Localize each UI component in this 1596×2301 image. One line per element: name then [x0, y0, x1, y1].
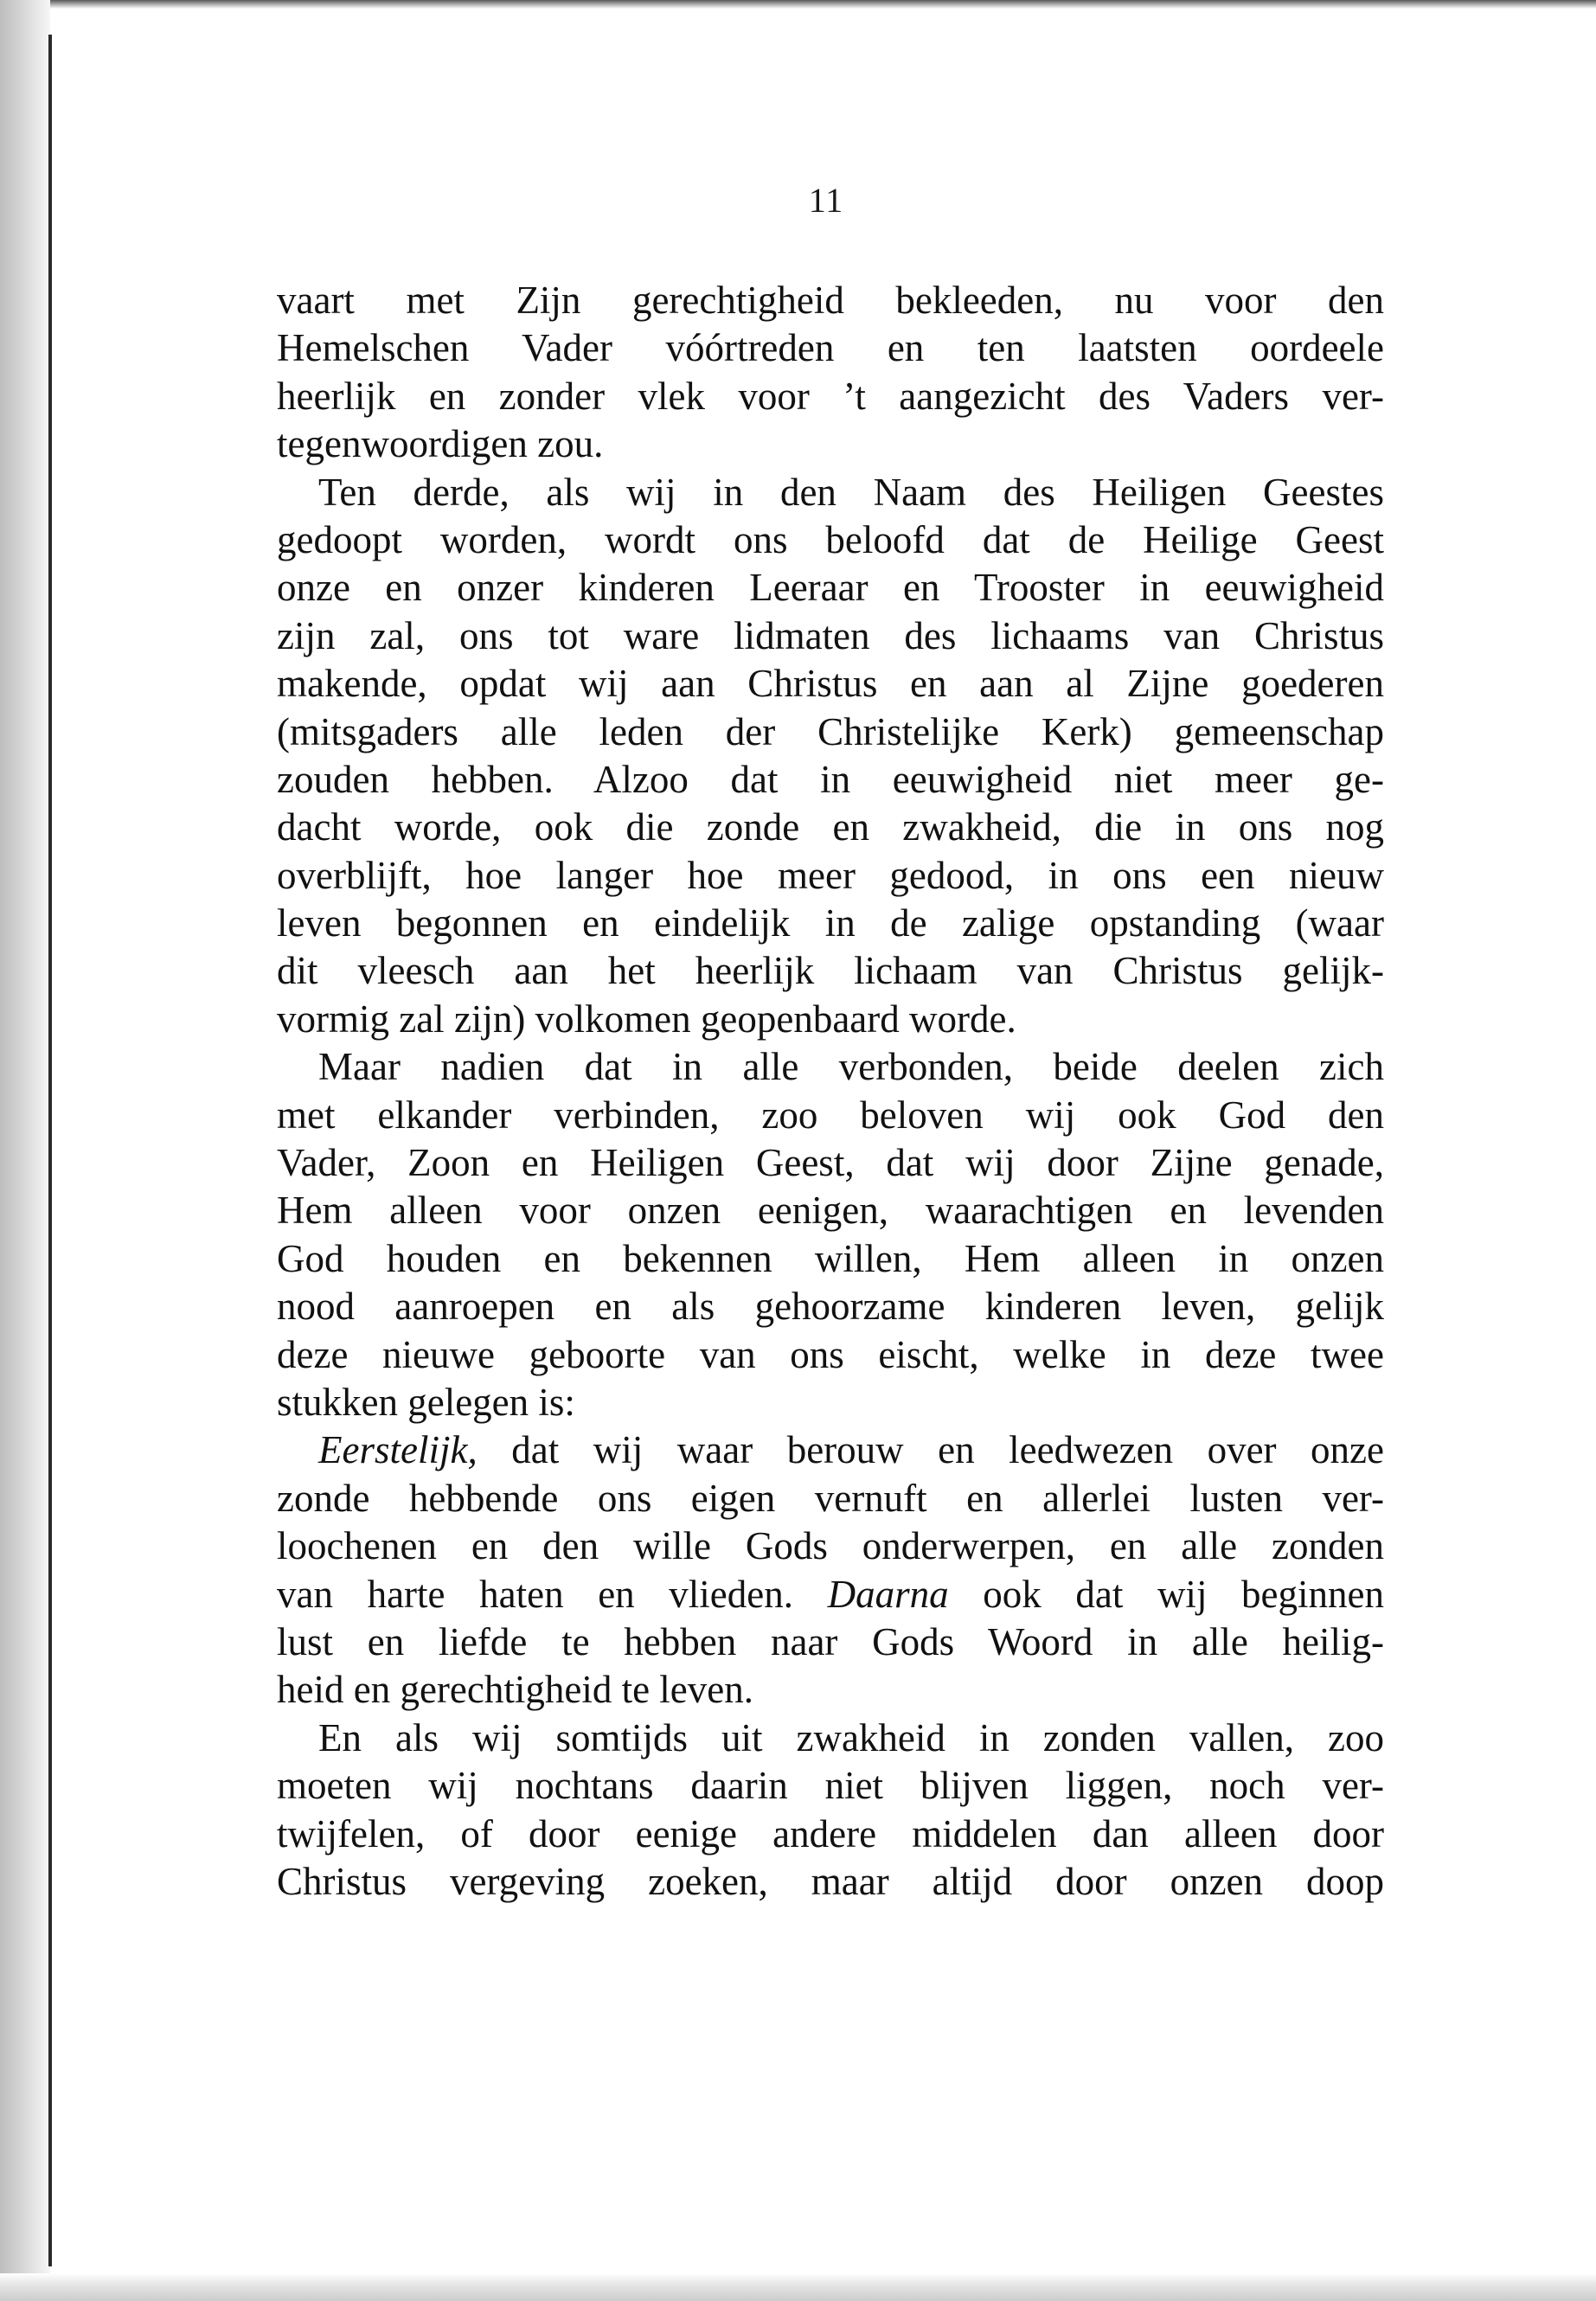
text-line: dit vleesch aan het heerlijk lichaam van Christus gelijk-: [277, 949, 1384, 993]
text-line: heerlijk en zonder vlek voor ’t aangezicht des Vaders ver-: [277, 374, 1384, 418]
text-line: Ten derde, als wij in den Naam des Heiligen Geestes: [318, 470, 1384, 514]
binding-line: [48, 35, 52, 2266]
text-run: ook dat wij beginnen: [948, 1572, 1385, 1616]
text-line: (mitsgaders alle leden der Christelijke Kerk) gemeenschap: [277, 709, 1384, 753]
text-line: zijn zal, ons tot ware lidmaten des lichaams van Christus: [277, 613, 1384, 657]
text-line: zonde hebbende ons eigen vernuft en allerlei lusten ver-: [277, 1476, 1384, 1520]
text-line: vormig zal zijn) volkomen geopenbaard worde.: [277, 997, 1016, 1041]
text-line: heid en gerechtigheid te leven.: [277, 1668, 754, 1712]
scan-bottom-edge: [0, 2273, 1596, 2301]
text-line: [277, 1426, 1384, 1474]
text-line: Maar nadien dat in alle verbonden, beide deelen zich: [318, 1045, 1384, 1089]
text-line: God houden en bekennen willen, Hem alleen in onzen: [277, 1236, 1384, 1280]
text-line: nood aanroepen en als gehoorzame kinderen leven, gelijk: [277, 1285, 1384, 1329]
text-line: makende, opdat wij aan Christus en aan al Zijne goederen: [277, 662, 1384, 706]
text-line: Hem alleen voor onzen eenigen, waarachtigen en levenden: [277, 1189, 1384, 1233]
text-line: Vader, Zoon en Heiligen Geest, dat wij door Zijne genade,: [277, 1141, 1384, 1185]
text-line: loochenen en den wille Gods onderwerpen, en alle zonden: [277, 1524, 1384, 1568]
text-line: deze nieuwe geboorte van ons eischt, welke in deze twee: [277, 1332, 1384, 1376]
text-line: leven begonnen en eindelijk in de zalige opstanding (waar: [277, 901, 1384, 945]
text-line: Hemelschen Vader vóórtreden en ten laatsten oordeele: [277, 326, 1384, 370]
text-line: Christus vergeving zoeken, maar altijd door onzen doop: [277, 1859, 1384, 1903]
text-line: moeten wij nochtans daarin niet blijven liggen, noch ver-: [277, 1764, 1384, 1808]
text-line: met elkander verbinden, zoo beloven wij ook God den: [277, 1093, 1384, 1137]
scan-left-edge: [0, 0, 50, 2301]
italic-term: Daarna: [827, 1572, 949, 1616]
page-number: 11: [808, 181, 844, 220]
text-line: twijfelen, of door eenige andere middelen dan alleen door: [277, 1811, 1384, 1856]
body-text: [277, 277, 1384, 1906]
text-line: vaart met Zijn gerechtigheid bekleeden, nu voor den: [277, 279, 1384, 322]
text-line: tegenwoordigen zou.: [277, 422, 604, 466]
text-line: gedoopt worden, wordt ons beloofd dat de Heilige Geest: [277, 517, 1384, 561]
text-line: En als wij somtijds uit zwakheid in zonden vallen, zoo: [318, 1715, 1384, 1759]
text-line: lust en liefde te hebben naar Gods Woord in alle heilig-: [277, 1619, 1384, 1663]
text-line: overblijft, hoe langer hoe meer gedood, in ons een nieuw: [277, 853, 1384, 897]
scan-top-edge: [0, 0, 1596, 9]
text-line: onze en onzer kinderen Leeraar en Trooster in eeuwigheid: [277, 566, 1384, 610]
text-run: dat wij waar berouw en leedwezen over onze: [477, 1428, 1384, 1472]
text-line: [277, 1571, 1384, 1618]
italic-term: Eerstelijk,: [318, 1428, 478, 1472]
text-line: dacht worde, ook die zonde en zwakheid, die in ons nog: [277, 805, 1384, 849]
text-line: stukken gelegen is:: [277, 1380, 575, 1424]
text-run: van harte haten en vlieden.: [277, 1572, 828, 1616]
text-line: zouden hebben. Alzoo dat in eeuwigheid niet meer ge-: [277, 757, 1384, 801]
